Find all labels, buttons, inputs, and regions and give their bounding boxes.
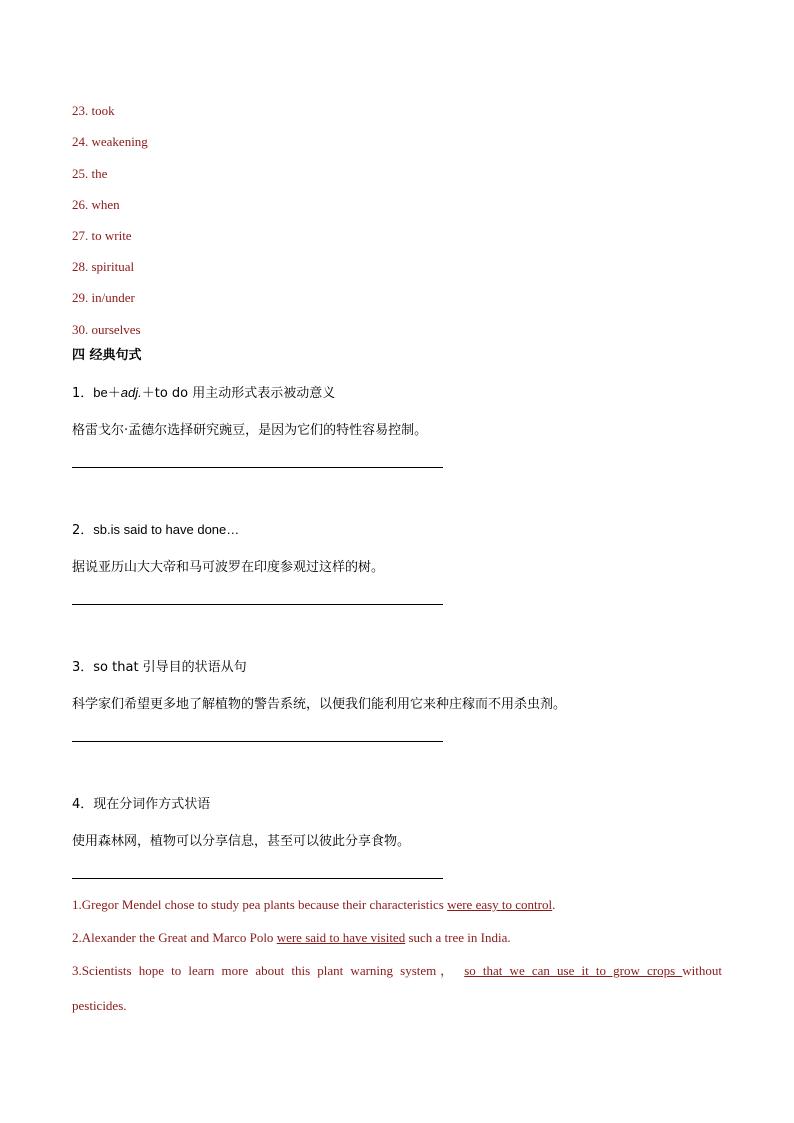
key-text: . — [552, 897, 556, 912]
answer-line-2[interactable] — [72, 604, 443, 605]
pattern-text: sb.is said to have done… — [93, 522, 240, 537]
pattern-4 — [72, 793, 210, 812]
answer-23: 23. took — [72, 103, 115, 118]
pattern-3 — [72, 656, 247, 675]
answer-key-1 — [72, 895, 722, 915]
key-underlined: so that we can use it to grow crops — [464, 963, 683, 978]
key-text: such a tree in India. — [405, 930, 511, 945]
key-underlined: were easy to control — [447, 897, 553, 912]
answer-29: 29. in/under — [72, 290, 135, 305]
pattern-2 — [72, 519, 239, 538]
key-text: 1.Gregor Mendel chose to study pea plants because their characteristics — [72, 897, 448, 912]
item-number: 4． — [72, 797, 94, 812]
chinese-sentence-4: 使用森林网，植物可以分享信息，甚至可以彼此分享食物。 — [72, 834, 411, 849]
answer-line-4[interactable] — [72, 878, 443, 879]
section-heading: 四 经典句式 — [72, 348, 142, 363]
key-text: 3.Scientists hope to learn more about this plant warning system， — [72, 963, 458, 978]
pattern-text: so that 引导目的状语从句 — [93, 660, 247, 675]
key-underlined: were said to have visited — [276, 930, 406, 945]
answer-key-3-cont: pesticides. — [72, 998, 127, 1013]
answer-28: 28. spiritual — [72, 259, 135, 274]
key-text: 2.Alexander the Great and Marco Polo — [72, 930, 277, 945]
chinese-sentence-3: 科学家们希望更多地了解植物的警告系统，以便我们能利用它来种庄稼而不用杀虫剂。 — [72, 697, 567, 712]
chinese-sentence-1: 格雷戈尔·孟德尔选择研究豌豆，是因为它们的特性容易控制。 — [72, 423, 428, 438]
item-number: 3． — [72, 660, 94, 675]
answer-key-2 — [72, 928, 722, 948]
chinese-sentence-2: 据说亚历山大大帝和马可波罗在印度参观过这样的树。 — [72, 560, 385, 575]
answer-26: 26. when — [72, 197, 120, 212]
pattern-italic: adj. — [120, 385, 142, 400]
item-number: 1． — [72, 386, 94, 401]
pattern-text: be＋ — [93, 385, 121, 400]
answer-line-3[interactable] — [72, 741, 443, 742]
key-line — [72, 961, 722, 981]
answer-30: 30. ourselves — [72, 322, 141, 337]
answer-key-3 — [72, 961, 722, 981]
key-text: without — [682, 963, 723, 978]
pattern-text: ＋to do 用主动形式表示被动意义 — [141, 386, 336, 401]
answer-27: 27. to write — [72, 228, 132, 243]
pattern-text: 现在分词作方式状语 — [93, 797, 211, 812]
pattern-1 — [72, 382, 335, 401]
answer-24: 24. weakening — [72, 134, 148, 149]
answer-25: 25. the — [72, 166, 108, 181]
item-number: 2． — [72, 523, 94, 538]
answer-line-1[interactable] — [72, 467, 443, 468]
